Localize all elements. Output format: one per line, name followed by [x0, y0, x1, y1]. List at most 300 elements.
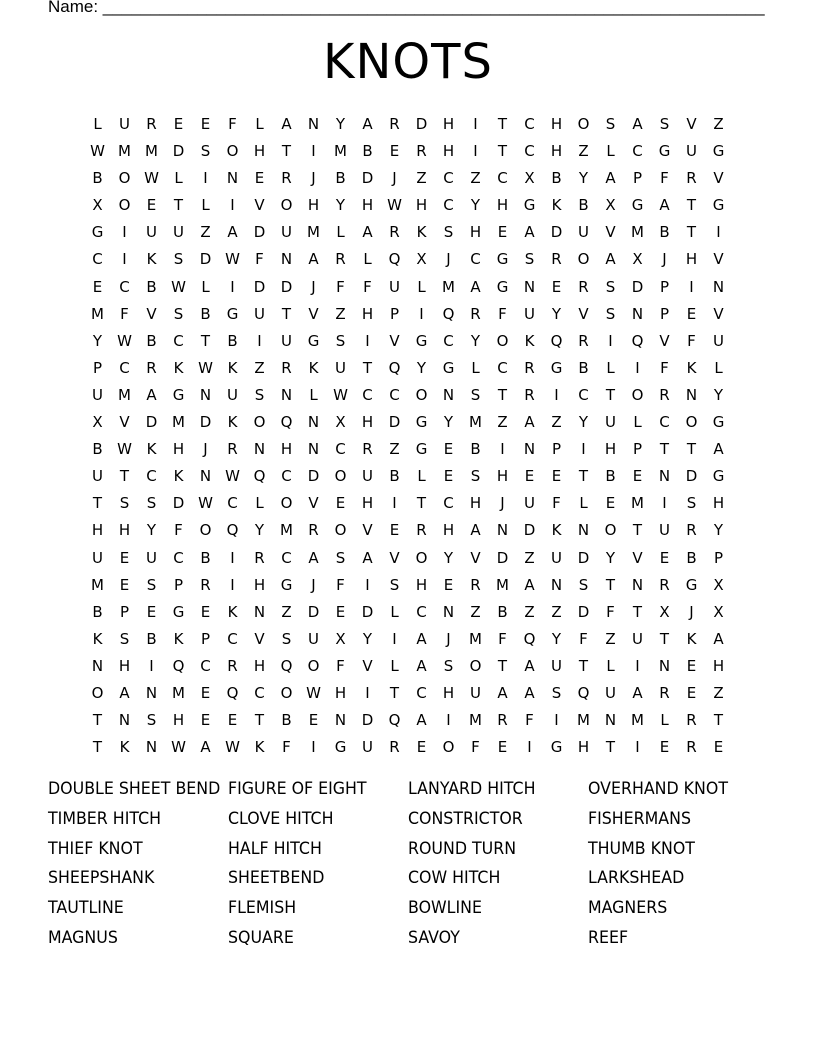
grid-letter: I — [311, 738, 316, 757]
word-list-item: LARKSHEAD — [588, 868, 685, 889]
grid-letter: Z — [389, 440, 400, 459]
grid-letter: H — [685, 250, 698, 269]
grid-letter: Q — [388, 250, 401, 269]
grid-letter: E — [200, 683, 211, 702]
grid-letter: Q — [226, 521, 239, 540]
grid-letter: E — [659, 738, 670, 757]
grid-letter: K — [173, 358, 184, 377]
grid-letter: R — [686, 711, 697, 730]
grid-letter: H — [361, 196, 374, 215]
grid-letter: L — [201, 277, 210, 296]
grid-letter: U — [281, 223, 292, 242]
grid-letter: S — [470, 467, 481, 486]
grid-letter: H — [550, 142, 563, 161]
grid-letter: A — [524, 413, 535, 432]
grid-letter: Y — [470, 196, 481, 215]
grid-letter: O — [199, 521, 212, 540]
grid-letter: D — [388, 413, 401, 432]
grid-letter: G — [442, 358, 455, 377]
grid-letter: B — [659, 223, 670, 242]
grid-letter: A — [524, 656, 535, 675]
grid-letter: N — [280, 250, 293, 269]
grid-letter: B — [146, 331, 157, 350]
grid-letter: U — [659, 521, 670, 540]
grid-letter: N — [253, 440, 266, 459]
grid-letter: B — [92, 169, 103, 188]
grid-letter: U — [92, 385, 103, 404]
grid-letter: B — [146, 277, 157, 296]
grid-letter: Q — [226, 683, 239, 702]
grid-letter: E — [173, 115, 184, 133]
grid-letter: Z — [470, 169, 481, 188]
grid-letter: F — [174, 521, 183, 540]
grid-letter: A — [605, 250, 616, 269]
grid-letter: S — [443, 223, 454, 242]
grid-letter: P — [389, 304, 400, 323]
grid-letter: G — [172, 602, 185, 621]
grid-letter: F — [687, 331, 696, 350]
grid-letter: W — [225, 738, 240, 757]
grid-letter: A — [416, 656, 427, 675]
word-list-item: SHEEPSHANK — [48, 868, 155, 889]
grid-letter: B — [578, 196, 589, 215]
grid-letter: B — [92, 602, 103, 621]
grid-letter: E — [443, 440, 454, 459]
word-list — [48, 779, 768, 958]
grid-letter: A — [362, 223, 373, 242]
grid-letter: S — [173, 304, 184, 323]
grid-letter: U — [146, 223, 157, 242]
grid-letter: O — [118, 169, 131, 188]
grid-letter: I — [257, 331, 262, 350]
grid-letter: C — [659, 413, 670, 432]
grid-letter: J — [446, 629, 451, 648]
grid-letter: U — [335, 358, 346, 377]
grid-letter: E — [335, 602, 346, 621]
grid-letter: H — [118, 521, 131, 540]
grid-letter: T — [605, 575, 616, 594]
grid-letter: L — [174, 169, 183, 188]
word-list-item: TIMBER HITCH — [48, 808, 162, 829]
grid-letter: B — [200, 304, 211, 323]
grid-letter: E — [254, 169, 265, 188]
grid-letter: V — [254, 196, 265, 215]
grid-letter: E — [119, 548, 130, 567]
grid-letter: M — [577, 711, 590, 730]
grid-letter: A — [713, 629, 724, 648]
grid-letter: F — [471, 738, 480, 757]
grid-letter: N — [631, 304, 644, 323]
grid-letter: M — [496, 575, 509, 594]
grid-letter: I — [419, 304, 424, 323]
grid-letter: R — [578, 277, 589, 296]
grid-letter: V — [659, 331, 670, 350]
grid-letter: X — [416, 250, 427, 269]
grid-letter: P — [551, 440, 562, 459]
grid-letter: E — [659, 548, 670, 567]
grid-letter: R — [659, 575, 670, 594]
grid-letter: U — [551, 656, 562, 675]
grid-letter: N — [712, 277, 725, 296]
grid-letter: R — [146, 358, 157, 377]
grid-letter: Y — [362, 629, 373, 648]
grid-letter: R — [470, 304, 481, 323]
grid-letter: V — [308, 494, 319, 513]
grid-letter: I — [230, 548, 235, 567]
grid-letter: I — [581, 440, 586, 459]
grid-letter: J — [446, 250, 451, 269]
grid-letter: U — [713, 331, 724, 350]
grid-letter: D — [172, 494, 185, 513]
grid-letter: J — [689, 602, 694, 621]
grid-letter: U — [686, 142, 697, 161]
grid-letter: C — [281, 467, 292, 486]
grid-letter: H — [442, 115, 455, 133]
grid-letter: I — [392, 629, 397, 648]
grid-letter: V — [686, 115, 697, 133]
grid-letter: H — [712, 494, 725, 513]
grid-letter: B — [605, 467, 616, 486]
grid-letter: C — [119, 277, 130, 296]
grid-letter: W — [387, 196, 402, 215]
grid-letter: S — [686, 494, 697, 513]
grid-letter: M — [442, 277, 455, 296]
grid-letter: E — [686, 683, 697, 702]
grid-letter: I — [662, 494, 667, 513]
grid-letter: H — [253, 656, 266, 675]
grid-letter: E — [335, 494, 346, 513]
grid-letter: D — [361, 169, 374, 188]
grid-letter: W — [333, 385, 348, 404]
grid-letter: Y — [578, 169, 589, 188]
grid-letter: Y — [416, 358, 427, 377]
grid-letter: H — [172, 711, 185, 730]
grid-letter: I — [230, 575, 235, 594]
word-list-item: FLEMISH — [228, 898, 297, 919]
grid-letter: G — [415, 413, 428, 432]
grid-letter: L — [336, 223, 345, 242]
grid-letter: M — [631, 494, 644, 513]
grid-letter: G — [496, 250, 509, 269]
grid-letter: T — [254, 711, 265, 730]
grid-letter: V — [254, 629, 265, 648]
word-list-item: ROUND TURN — [408, 838, 517, 859]
grid-letter: A — [200, 738, 211, 757]
grid-letter: H — [577, 738, 590, 757]
grid-letter: M — [307, 223, 320, 242]
word-list-item: FISHERMANS — [588, 808, 691, 829]
grid-letter: E — [443, 575, 454, 594]
name-field-line: Name: ______________________________________________________________________ — [48, 0, 765, 16]
grid-letter: C — [497, 358, 508, 377]
grid-letter: Z — [416, 169, 427, 188]
grid-letter: V — [308, 304, 319, 323]
grid-letter: I — [554, 711, 559, 730]
grid-letter: T — [416, 494, 427, 513]
grid-letter: X — [335, 629, 346, 648]
grid-letter: I — [365, 575, 370, 594]
grid-letter: O — [280, 683, 293, 702]
grid-letter: H — [415, 196, 428, 215]
grid-letter: K — [524, 331, 535, 350]
grid-letter: A — [632, 115, 643, 133]
grid-letter: Y — [254, 521, 265, 540]
grid-letter: A — [659, 196, 670, 215]
grid-letter: C — [119, 358, 130, 377]
grid-letter: V — [146, 304, 157, 323]
grid-letter: V — [713, 250, 724, 269]
grid-letter: C — [632, 142, 643, 161]
grid-letter: I — [230, 196, 235, 215]
grid-letter: L — [579, 494, 588, 513]
grid-letter: I — [608, 331, 613, 350]
grid-letter: G — [280, 575, 293, 594]
grid-letter: K — [146, 250, 157, 269]
grid-letter: U — [605, 683, 616, 702]
grid-letter: O — [280, 196, 293, 215]
grid-letter: Y — [713, 385, 724, 404]
grid-letter: R — [200, 575, 211, 594]
grid-letter: A — [470, 521, 481, 540]
grid-letter: I — [446, 711, 451, 730]
grid-letter: D — [253, 277, 266, 296]
grid-letter: T — [389, 683, 400, 702]
grid-letter: P — [200, 629, 211, 648]
grid-letter: T — [686, 196, 697, 215]
word-list-item: REEF — [588, 927, 629, 948]
grid-letter: N — [604, 711, 617, 730]
word-list-item: FIGURE OF EIGHT — [228, 779, 367, 799]
grid-letter: G — [712, 196, 725, 215]
grid-letter: O — [685, 413, 698, 432]
grid-letter: H — [712, 656, 725, 675]
grid-letter: V — [470, 548, 481, 567]
grid-letter: Z — [470, 602, 481, 621]
grid-letter: O — [496, 331, 509, 350]
grid-letter: B — [281, 711, 292, 730]
grid-letter: G — [685, 575, 698, 594]
grid-letter: D — [172, 142, 185, 161]
grid-letter: E — [92, 277, 103, 296]
grid-letter: R — [524, 358, 535, 377]
grid-letter: C — [254, 683, 265, 702]
grid-letter: U — [308, 629, 319, 648]
grid-letter: H — [361, 413, 374, 432]
grid-letter: T — [686, 223, 697, 242]
grid-letter: M — [118, 385, 131, 404]
grid-letter: D — [253, 223, 266, 242]
grid-letter: C — [227, 494, 238, 513]
grid-letter: K — [686, 629, 697, 648]
grid-letter: A — [524, 575, 535, 594]
grid-letter: K — [254, 738, 265, 757]
grid-letter: E — [200, 115, 211, 133]
grid-letter: V — [578, 304, 589, 323]
grid-letter: R — [281, 169, 292, 188]
grid-letter: Z — [200, 223, 211, 242]
grid-letter: R — [362, 440, 373, 459]
grid-letter: V — [362, 521, 373, 540]
grid-letter: L — [606, 142, 615, 161]
grid-letter: V — [605, 223, 616, 242]
grid-letter: P — [632, 440, 643, 459]
grid-letter: B — [578, 358, 589, 377]
grid-letter: H — [604, 440, 617, 459]
grid-letter: M — [145, 142, 158, 161]
grid-letter: E — [524, 467, 535, 486]
grid-letter: T — [659, 440, 670, 459]
grid-letter: R — [497, 711, 508, 730]
grid-letter: H — [280, 440, 293, 459]
grid-letter: D — [415, 115, 428, 133]
grid-letter: L — [471, 358, 480, 377]
grid-letter: A — [308, 250, 319, 269]
grid-letter: D — [280, 277, 293, 296]
grid-letter: U — [254, 304, 265, 323]
grid-letter: K — [92, 629, 103, 648]
grid-letter: P — [92, 358, 103, 377]
grid-letter: Y — [551, 304, 562, 323]
grid-letter: U — [146, 548, 157, 567]
grid-letter: E — [443, 467, 454, 486]
grid-letter: T — [173, 196, 184, 215]
grid-letter: I — [122, 250, 127, 269]
grid-letter: A — [416, 629, 427, 648]
grid-letter: E — [200, 711, 211, 730]
grid-letter: C — [92, 250, 103, 269]
grid-letter: U — [524, 494, 535, 513]
grid-letter: N — [658, 656, 671, 675]
grid-letter: C — [443, 331, 454, 350]
word-list-item: SHEETBEND — [228, 868, 325, 889]
grid-letter: K — [227, 602, 238, 621]
grid-letter: F — [228, 115, 237, 133]
word-list-item: HALF HITCH — [228, 838, 322, 859]
grid-letter: D — [145, 413, 158, 432]
grid-letter: N — [442, 602, 455, 621]
grid-letter: L — [417, 277, 426, 296]
grid-letter: O — [415, 548, 428, 567]
grid-letter: Q — [253, 467, 266, 486]
grid-letter: X — [713, 602, 724, 621]
grid-letter: S — [443, 656, 454, 675]
grid-letter: L — [201, 196, 210, 215]
grid-letter: R — [659, 385, 670, 404]
grid-letter: K — [551, 521, 562, 540]
grid-letter: N — [496, 521, 509, 540]
grid-letter: O — [334, 467, 347, 486]
grid-letter: I — [527, 738, 532, 757]
grid-letter: N — [523, 440, 536, 459]
grid-letter: G — [712, 467, 725, 486]
grid-letter: R — [686, 738, 697, 757]
grid-letter: R — [146, 115, 157, 133]
grid-letter: A — [416, 711, 427, 730]
word-list-item: CLOVE HITCH — [228, 808, 334, 829]
grid-letter: O — [91, 683, 104, 702]
grid-letter: T — [578, 656, 589, 675]
grid-letter: Q — [577, 683, 590, 702]
grid-letter: D — [523, 521, 536, 540]
grid-letter: H — [415, 575, 428, 594]
grid-letter: N — [280, 385, 293, 404]
letter-grid — [84, 114, 732, 764]
grid-letter: J — [311, 277, 316, 296]
grid-letter: N — [658, 467, 671, 486]
grid-letter: A — [362, 115, 373, 133]
grid-letter: U — [389, 277, 400, 296]
grid-letter: W — [198, 358, 213, 377]
word-list-item: OVERHAND KNOT — [588, 779, 728, 799]
grid-letter: G — [658, 142, 671, 161]
grid-letter: Y — [335, 115, 346, 133]
grid-letter: T — [605, 385, 616, 404]
grid-letter: N — [307, 440, 320, 459]
grid-letter: M — [280, 521, 293, 540]
grid-letter: B — [497, 602, 508, 621]
grid-letter: I — [392, 494, 397, 513]
grid-letter: Y — [443, 548, 454, 567]
grid-letter: T — [281, 304, 292, 323]
grid-letter: K — [227, 413, 238, 432]
grid-letter: I — [500, 440, 505, 459]
page-title: KNOTS — [323, 34, 493, 90]
grid-letter: Z — [524, 602, 535, 621]
grid-letter: Z — [578, 142, 589, 161]
grid-letter: A — [308, 548, 319, 567]
grid-letter: C — [362, 385, 373, 404]
grid-letter: H — [442, 683, 455, 702]
grid-letter: H — [496, 467, 509, 486]
grid-letter: A — [632, 683, 643, 702]
grid-letter: G — [307, 331, 320, 350]
word-list-item: SQUARE — [228, 927, 294, 948]
grid-letter: C — [497, 169, 508, 188]
grid-letter: B — [362, 142, 373, 161]
grid-letter: J — [500, 494, 505, 513]
grid-letter: O — [442, 738, 455, 757]
grid-letter: Z — [497, 413, 508, 432]
grid-letter: U — [227, 385, 238, 404]
grid-letter: M — [469, 711, 482, 730]
grid-letter: K — [551, 196, 562, 215]
word-list-item: TAUTLINE — [48, 898, 124, 919]
grid-letter: M — [631, 223, 644, 242]
grid-letter: H — [442, 142, 455, 161]
grid-letter: A — [119, 683, 130, 702]
grid-letter: S — [146, 494, 157, 513]
grid-letter: I — [473, 115, 478, 133]
grid-letter: D — [577, 602, 590, 621]
grid-letter: B — [389, 467, 400, 486]
grid-letter: D — [685, 467, 698, 486]
grid-letter: P — [713, 548, 724, 567]
grid-letter: C — [470, 250, 481, 269]
word-list-item: THIEF KNOT — [48, 838, 143, 859]
grid-letter: T — [92, 711, 103, 730]
grid-letter: W — [117, 440, 132, 459]
word-list-item: MAGNERS — [588, 898, 668, 919]
grid-letter: K — [119, 738, 130, 757]
grid-letter: N — [199, 467, 212, 486]
grid-letter: N — [442, 385, 455, 404]
grid-letter: C — [416, 602, 427, 621]
grid-letter: D — [550, 223, 563, 242]
grid-letter: R — [281, 358, 292, 377]
grid-letter: N — [145, 738, 158, 757]
grid-letter: E — [146, 602, 157, 621]
grid-letter: P — [659, 304, 670, 323]
